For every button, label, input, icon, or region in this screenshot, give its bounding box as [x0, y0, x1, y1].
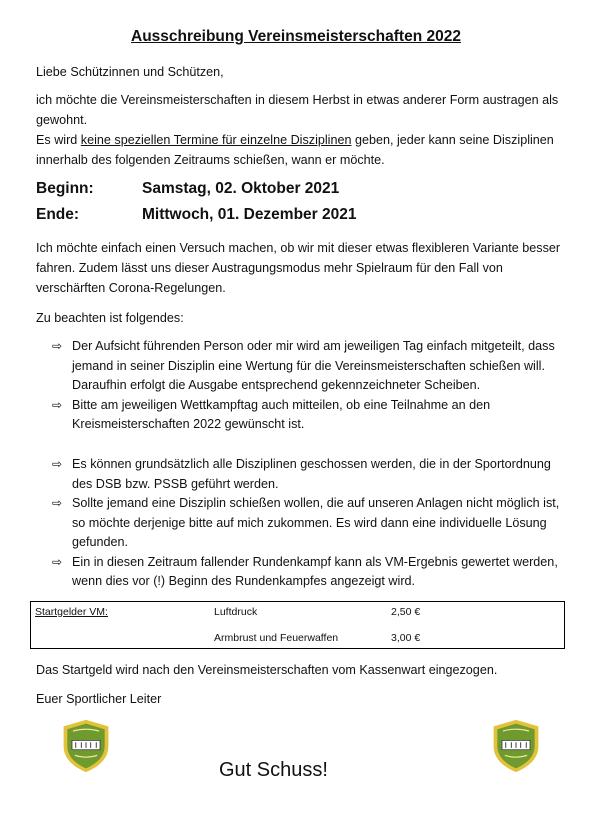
end-date-row	[36, 206, 357, 224]
list-item: ⇨ Der Aufsicht führenden Person oder mir wird am jeweiligen Tag einfach mitgeteilt, dass jemand in seiner Disziplin eine Wertung für die Vereinsmeisterschaften schießen will. Daraufhin erfolgt die Ausgabe entsprechend gekennzeichneter Scheiben.	[52, 339, 555, 392]
list-item: ⇨ Bitte am jeweiligen Wettkampftag auch mitteilen, ob eine Teilnahme an den Kreismeisterschaften 2022 gewünscht ist.	[52, 397, 491, 431]
club-shield-logo-right	[488, 718, 544, 774]
club-shield-logo-left	[58, 718, 114, 774]
notes-list-a	[52, 337, 566, 435]
notes-list-b	[52, 455, 566, 592]
right-arrow-icon: ⇨	[52, 397, 63, 412]
list-item: ⇨ Es können grundsätzlich alle Disziplinen geschossen werden, die in der Sportordnung des DSB bzw. PSSB geführt werden.	[52, 457, 551, 491]
start-label: Beginn:	[36, 180, 94, 197]
list-item: ⇨ Ein in diesen Zeitraum fallender Rundenkampf kann als VM-Ergebnis gewertet werden, wenn dies vor (!) Beginn des Rundenkampfes angezeigt wird.	[52, 554, 558, 588]
intro-line-2-underlined: keine speziellen Termine für einzelne Disziplinen	[80, 133, 352, 147]
right-arrow-icon: ⇨	[52, 554, 63, 569]
experiment-paragraph: Ich möchte einfach einen Versuch machen, ob wir mit dieser etwas flexibleren Variante besser fahren. Zudem lässt uns dieser Austragungsmodus mehr Spielraum für den Fall von verschärften Corona-Regelungen.	[36, 241, 561, 295]
greeting: Liebe Schützinnen und Schützen,	[36, 65, 224, 79]
intro-line-1: ich möchte die Vereinsmeisterschaften in diesem Herbst in etwas anderer Form austragen als gewohnt.	[36, 93, 559, 127]
notes-heading: Zu beachten ist folgendes:	[36, 311, 184, 325]
end-value: Mittwoch, 01. Dezember 2021	[142, 206, 357, 223]
fee-discipline-1: Luftdruck	[214, 606, 258, 618]
right-arrow-icon: ⇨	[52, 339, 63, 353]
list-item: ⇨ Sollte jemand eine Disziplin schießen wollen, die auf unseren Anlagen nicht möglich ist, so möchte derjenige bitte auf mich zukommen. Es wird dann eine individuelle Lösung gefunden.	[52, 496, 560, 549]
collection-note: Das Startgeld wird nach den Vereinsmeisterschaften vom Kassenwart eingezogen.	[36, 663, 498, 677]
document-title: Ausschreibung Vereinsmeisterschaften 2022	[131, 28, 461, 45]
intro-line-2-pre: Es wird	[36, 133, 81, 147]
intro-paragraph	[36, 90, 566, 170]
fee-discipline-2: Armbrust und Feuerwaffen	[214, 632, 339, 644]
closing-greeting: Gut Schuss!	[219, 759, 328, 781]
signature: Euer Sportlicher Leiter	[36, 692, 162, 706]
start-value: Samstag, 02. Oktober 2021	[142, 180, 340, 197]
right-arrow-icon: ⇨	[52, 496, 63, 510]
fee-price-1: 2,50 €	[391, 606, 421, 618]
fee-table	[30, 601, 565, 649]
fee-label: Startgelder VM:	[35, 606, 108, 618]
fee-price-2: 3,00 €	[391, 632, 421, 644]
right-arrow-icon: ⇨	[52, 457, 63, 471]
start-date-row	[36, 180, 339, 198]
intro-line-2-post: geben, jeder kann seine Disziplinen innerhalb des folgenden Zeitraums schießen, wann er möchte.	[36, 133, 554, 167]
end-label: Ende:	[36, 206, 80, 223]
